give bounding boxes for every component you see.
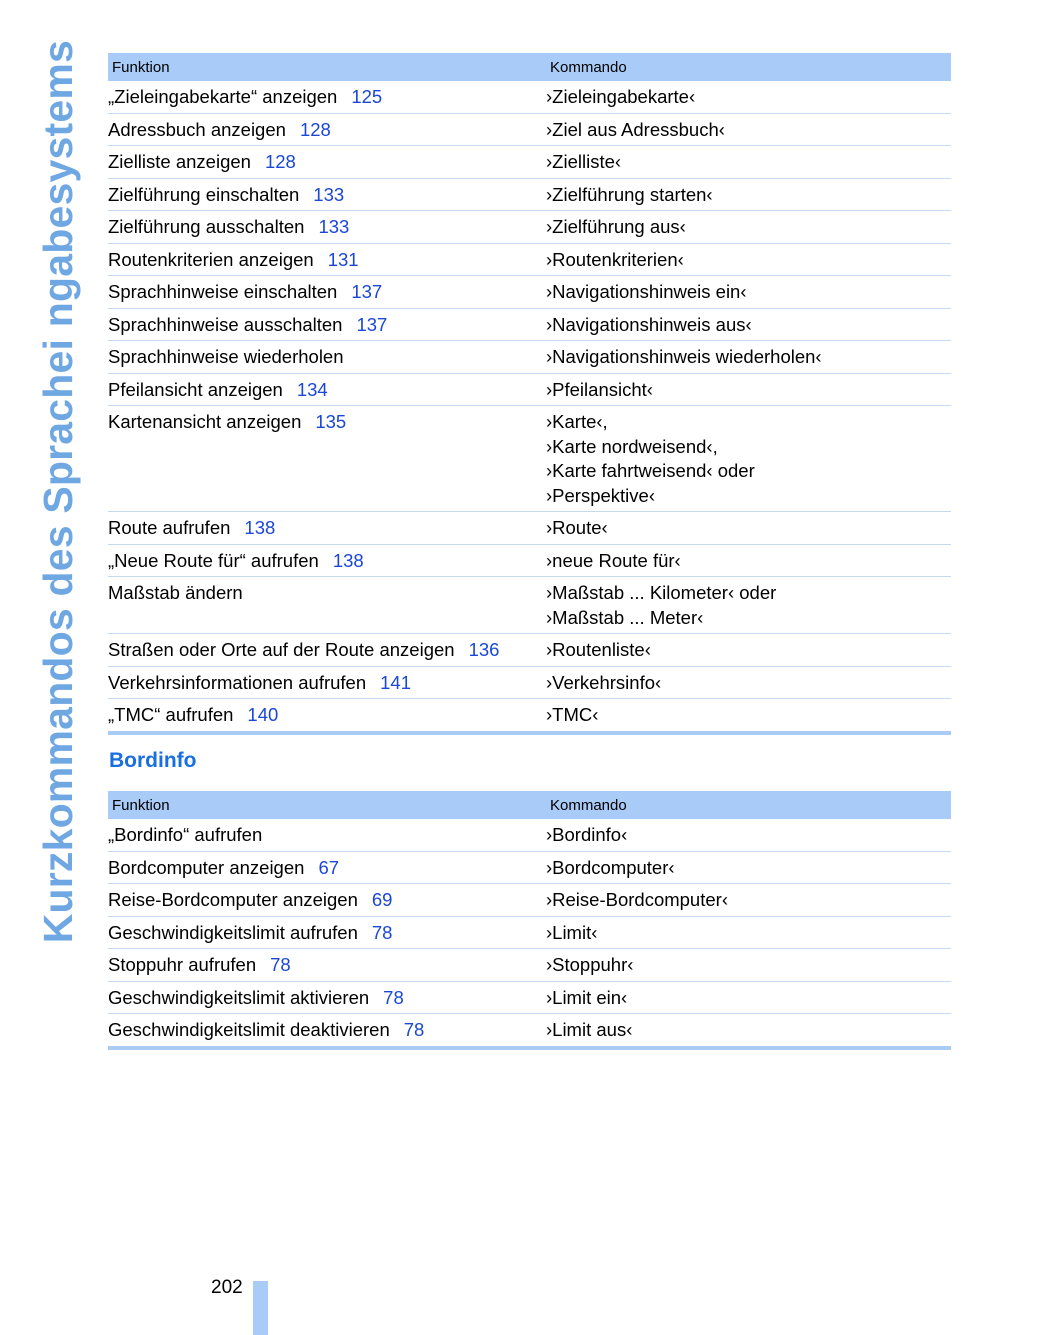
page-reference-link[interactable]: 67 xyxy=(318,856,340,878)
page-reference-link[interactable]: 131 xyxy=(327,248,359,270)
table-row xyxy=(108,243,951,276)
kommando-text: ›Navigationshinweis aus‹ xyxy=(546,313,752,335)
kommando-text: ›Maßstab ... Meter‹ xyxy=(546,606,704,628)
kommando-text: ›Reise-Bordcomputer‹ xyxy=(546,889,728,910)
funktion-cell xyxy=(108,666,546,699)
section-heading-bordinfo: Bordinfo xyxy=(109,749,197,772)
funktion-text: „Neue Route für“ aufrufen xyxy=(108,549,319,571)
page-reference-link[interactable]: 138 xyxy=(332,549,364,571)
funktion-cell xyxy=(108,851,546,884)
page-marker-bar xyxy=(253,1281,268,1335)
kommando-text: ›Routenkriterien‹ xyxy=(546,248,684,270)
kommando-cell xyxy=(546,81,951,113)
kommando-text: ›Navigationshinweis wiederholen‹ xyxy=(546,346,822,367)
funktion-text: Stoppuhr aufrufen xyxy=(108,954,257,975)
funktion-text: Geschwindigkeitslimit aufrufen xyxy=(108,921,358,943)
table-row xyxy=(108,884,951,917)
kommando-cell xyxy=(546,406,951,512)
table-row xyxy=(108,81,951,113)
page-number: 202 xyxy=(211,1277,243,1298)
table-row xyxy=(108,666,951,699)
funktion-text: Reise-Bordcomputer anzeigen xyxy=(108,889,358,910)
kommando-text: ›Karte fahrtweisend‹ oder xyxy=(546,460,755,481)
funktion-cell xyxy=(108,276,546,309)
funktion-cell xyxy=(108,1014,546,1048)
kommando-text: ›Navigationshinweis ein‹ xyxy=(546,281,747,302)
page-reference-link[interactable]: 141 xyxy=(380,671,411,693)
kommando-cell xyxy=(546,666,951,699)
funktion-cell xyxy=(108,341,546,374)
table-row xyxy=(108,819,951,851)
bordinfo-commands-table xyxy=(108,791,951,1050)
funktion-cell xyxy=(108,113,546,146)
kommando-cell xyxy=(546,1014,951,1048)
kommando-cell xyxy=(546,146,951,179)
funktion-text: „TMC“ aufrufen xyxy=(108,704,234,725)
table-header-row xyxy=(108,53,951,81)
table-header-row xyxy=(108,791,951,819)
kommando-text: ›Zielführung aus‹ xyxy=(546,216,686,237)
funktion-cell xyxy=(108,634,546,667)
kommando-text: ›Bordinfo‹ xyxy=(546,824,628,845)
kommando-text: ›Zielliste‹ xyxy=(546,151,622,172)
kommando-text: ›Ziel aus Adressbuch‹ xyxy=(546,118,725,140)
kommando-text: ›Perspektive‹ xyxy=(546,484,655,506)
table-row xyxy=(108,113,951,146)
funktion-text: „Zieleingabekarte“ anzeigen xyxy=(108,86,338,107)
funktion-cell xyxy=(108,308,546,341)
kommando-cell xyxy=(546,178,951,211)
kommando-text: ›Stoppuhr‹ xyxy=(546,954,634,975)
kommando-text: ›neue Route für‹ xyxy=(546,549,681,571)
bordinfo-table-body xyxy=(108,819,951,1048)
kommando-cell xyxy=(546,544,951,577)
kommando-cell xyxy=(546,341,951,374)
table-row xyxy=(108,512,951,545)
table-row xyxy=(108,308,951,341)
page-reference-link[interactable]: 135 xyxy=(315,411,347,432)
kommando-cell xyxy=(546,884,951,917)
kommando-cell xyxy=(546,916,951,949)
funktion-cell xyxy=(108,544,546,577)
kommando-text: ›Limit ein‹ xyxy=(546,986,628,1008)
page-reference-link[interactable]: 78 xyxy=(383,986,404,1008)
side-chapter-title-text: Kurzkommandos des Sprachei ngabesystems xyxy=(34,40,81,944)
table-row xyxy=(108,981,951,1014)
funktion-text: Verkehrsinformationen aufrufen xyxy=(108,671,367,693)
funktion-cell xyxy=(108,406,546,512)
funktion-cell xyxy=(108,146,546,179)
funktion-cell xyxy=(108,819,546,851)
funktion-cell xyxy=(108,981,546,1014)
funktion-text: „Bordinfo“ aufrufen xyxy=(108,824,263,845)
table-row xyxy=(108,544,951,577)
header-funktion: Funktion xyxy=(108,791,546,819)
funktion-cell xyxy=(108,577,546,634)
funktion-text: Zielliste anzeigen xyxy=(108,151,251,172)
funktion-cell xyxy=(108,81,546,113)
funktion-text: Sprachhinweise wiederholen xyxy=(108,346,344,367)
page-reference-link[interactable]: 78 xyxy=(371,921,393,943)
funktion-text: Adressbuch anzeigen xyxy=(108,118,286,140)
funktion-cell xyxy=(108,243,546,276)
funktion-text: Zielführung ausschalten xyxy=(108,216,305,237)
page-reference-link[interactable]: 133 xyxy=(313,183,345,205)
funktion-cell xyxy=(108,178,546,211)
funktion-cell xyxy=(108,211,546,244)
kommando-text: ›Maßstab ... Kilometer‹ oder xyxy=(546,582,777,603)
kommando-text: ›Karte‹, xyxy=(546,411,608,432)
table-row xyxy=(108,211,951,244)
table-row xyxy=(108,276,951,309)
funktion-text: Sprachhinweise einschalten xyxy=(108,281,338,302)
table-row xyxy=(108,634,951,667)
page-reference-link[interactable]: 78 xyxy=(270,954,291,975)
page-reference-link[interactable]: 78 xyxy=(403,1019,425,1040)
header-kommando: Kommando xyxy=(546,791,951,819)
table-row xyxy=(108,373,951,406)
kommando-cell xyxy=(546,243,951,276)
kommando-cell xyxy=(546,699,951,733)
table-row xyxy=(108,577,951,634)
kommando-text: ›Limit aus‹ xyxy=(546,1019,633,1040)
kommando-text: ›Karte nordweisend‹, xyxy=(546,435,718,457)
table-row xyxy=(108,949,951,982)
page-reference-link[interactable]: 125 xyxy=(351,86,383,107)
page-reference-link[interactable]: 138 xyxy=(244,517,276,538)
kommando-cell xyxy=(546,211,951,244)
kommando-cell xyxy=(546,634,951,667)
navigation-commands-table xyxy=(108,53,951,735)
table-row xyxy=(108,699,951,733)
funktion-cell xyxy=(108,512,546,545)
funktion-text: Geschwindigkeitslimit aktivieren xyxy=(108,986,370,1008)
table-row xyxy=(108,916,951,949)
funktion-text: Straßen oder Orte auf der Route anzeigen xyxy=(108,639,455,660)
kommando-cell xyxy=(546,577,951,634)
funktion-text: Sprachhinweise ausschalten xyxy=(108,313,343,335)
table-row xyxy=(108,1014,951,1048)
kommando-cell xyxy=(546,308,951,341)
side-chapter-title xyxy=(18,40,98,944)
kommando-text: ›Pfeilansicht‹ xyxy=(546,378,653,400)
kommando-cell xyxy=(546,373,951,406)
kommando-cell xyxy=(546,949,951,982)
page-reference-link[interactable]: 134 xyxy=(296,378,328,400)
page-reference-link[interactable]: 128 xyxy=(264,151,296,172)
kommando-text: ›TMC‹ xyxy=(546,704,599,725)
navigation-table-body xyxy=(108,81,951,733)
table-row xyxy=(108,851,951,884)
funktion-text: Bordcomputer anzeigen xyxy=(108,856,305,878)
table-row xyxy=(108,341,951,374)
funktion-text: Kartenansicht anzeigen xyxy=(108,411,302,432)
funktion-text: Geschwindigkeitslimit deaktivieren xyxy=(108,1019,390,1040)
kommando-cell xyxy=(546,981,951,1014)
kommando-cell xyxy=(546,819,951,851)
page-reference-link[interactable]: 136 xyxy=(468,639,500,660)
funktion-cell xyxy=(108,884,546,917)
table-row xyxy=(108,178,951,211)
kommando-cell xyxy=(546,851,951,884)
funktion-cell xyxy=(108,916,546,949)
page-reference-link[interactable]: 69 xyxy=(371,889,393,910)
kommando-text: ›Bordcomputer‹ xyxy=(546,856,675,878)
page-reference-link[interactable]: 140 xyxy=(247,704,279,725)
kommando-text: ›Zielführung starten‹ xyxy=(546,183,713,205)
page-reference-link[interactable]: 137 xyxy=(356,313,388,335)
kommando-cell xyxy=(546,276,951,309)
kommando-text: ›Verkehrsinfo‹ xyxy=(546,671,662,693)
kommando-cell xyxy=(546,113,951,146)
funktion-text: Zielführung einschalten xyxy=(108,183,300,205)
kommando-cell xyxy=(546,512,951,545)
table-row xyxy=(108,146,951,179)
table-row xyxy=(108,406,951,512)
header-kommando: Kommando xyxy=(546,53,951,81)
funktion-text: Routenkriterien anzeigen xyxy=(108,248,314,270)
kommando-text: ›Routenliste‹ xyxy=(546,639,651,660)
kommando-text: ›Zieleingabekarte‹ xyxy=(546,86,696,107)
funktion-cell xyxy=(108,373,546,406)
funktion-text: Maßstab ändern xyxy=(108,582,243,603)
funktion-text: Route aufrufen xyxy=(108,517,231,538)
funktion-cell xyxy=(108,949,546,982)
kommando-text: ›Route‹ xyxy=(546,517,608,538)
page-reference-link[interactable]: 133 xyxy=(318,216,350,237)
funktion-text: Pfeilansicht anzeigen xyxy=(108,378,283,400)
kommando-text: ›Limit‹ xyxy=(546,921,598,943)
page-reference-link[interactable]: 137 xyxy=(351,281,383,302)
header-funktion: Funktion xyxy=(108,53,546,81)
page-reference-link[interactable]: 128 xyxy=(299,118,331,140)
funktion-cell xyxy=(108,699,546,733)
